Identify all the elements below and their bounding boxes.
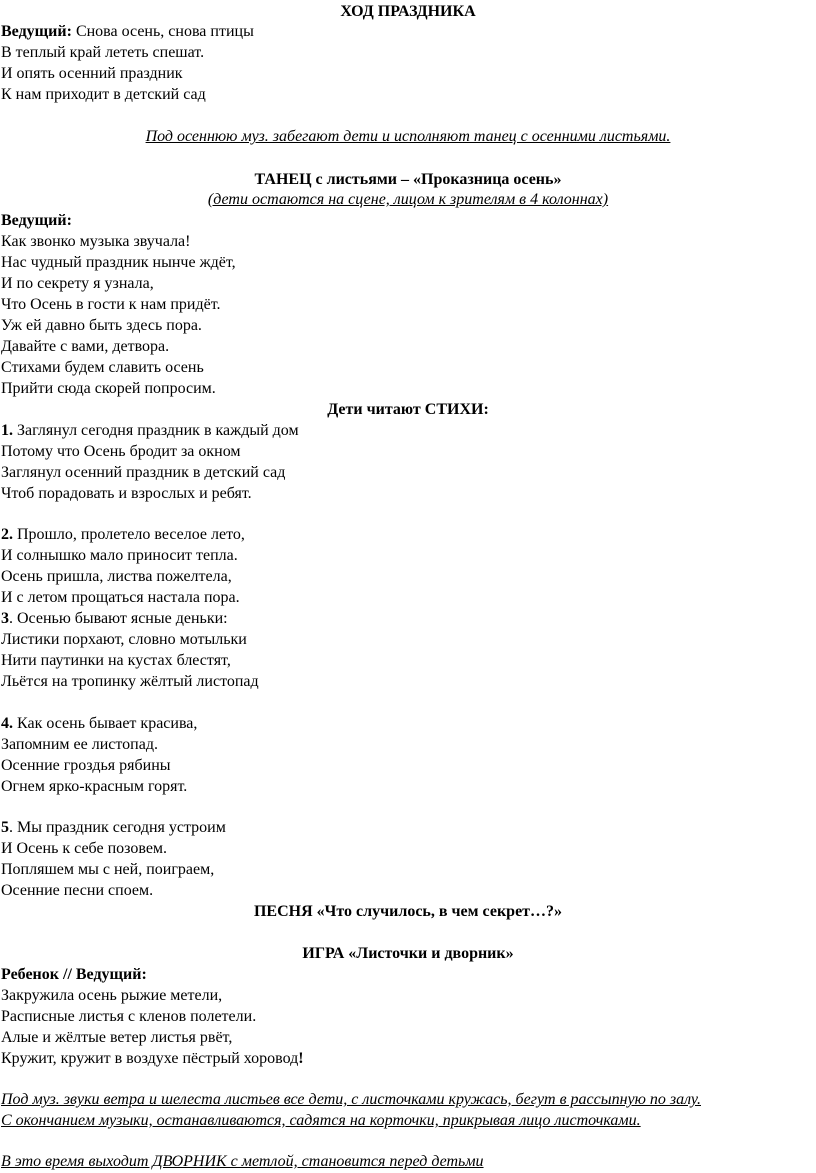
speaker-label: Ребенок // Ведущий: [1,966,147,983]
verse-line: Осень пришла, листва пожелтела, [1,568,232,585]
verse-line: Чтоб порадовать и взрослых и ребят. [1,485,252,502]
poem-number: 1. [1,422,13,439]
verse-line: Заглянул осенний праздник в детский сад [1,464,286,481]
verse-line: Закружила осень рыжие метели, [1,987,223,1004]
verse-line: Запомним ее листопад. [1,736,158,753]
child-poem-last-line [1,1049,304,1069]
verse-line: И по секрету я узнала, [1,275,154,292]
verse-line: Давайте с вами, детвора. [1,338,170,355]
verse-line: Уж ей давно быть здесь пора. [1,317,202,334]
verse-line: Нас чудный праздник нынче ждёт, [1,254,236,271]
verse-line: . Мы праздник сегодня устроим [9,819,226,836]
verse-line: Алые и жёлтые ветер листья рвёт, [1,1029,233,1046]
stage-direction: В это время выходит ДВОРНИК с метлой, становится перед детьми [1,1153,484,1170]
intro-first-line [1,22,254,42]
dance-title: ТАНЕЦ с листьями – «Проказница осень» [254,171,562,188]
verse-line: Как звонко музыка звучала! [1,233,191,250]
verse-line: Что Осень в гости к нам придёт. [1,296,221,313]
verse-line: Листики порхают, словно мотыльки [1,631,247,648]
verse-line: Осенние песни споем. [1,882,154,899]
verse-line: . Осенью бывают ясные деньки: [9,610,228,627]
poem-number: 5 [1,819,9,836]
speaker-label: Ведущий: [1,23,72,40]
page-title: ХОД ПРАЗДНИКА [340,3,476,20]
verse-line: Снова осень, снова птицы [71,23,254,40]
verse-line: И с летом прощаться настала пора. [1,589,240,606]
exclamation-mark: ! [298,1050,304,1067]
verse-line: Прийти сюда скорей попросим. [1,380,216,397]
poem-number: 3 [1,610,9,627]
stage-direction: Под осеннюю муз. забегают дети и исполняют танец с осенними листьями. [145,128,671,145]
stage-direction: Под муз. звуки ветра и шелеста листьев все дети, с листочками кружась, бегут в рассыпную по залу. [1,1091,701,1108]
poem-number: 4. [1,715,13,732]
poem-number: 2. [1,526,13,543]
verse-line: Как осень бывает красива, [13,715,198,732]
verse-line: И опять осенний праздник [1,65,183,82]
poem-2-first-line [1,525,245,545]
verse-line: Попляшем мы с ней, поиграем, [1,861,215,878]
verse-line: Прошло, пролетело веселое лето, [13,526,245,543]
verse-line: Кружит, кружит в воздухе пёстрый хоровод [1,1050,299,1067]
verse-line: Льётся на тропинку жёлтый листопад [1,673,259,690]
song-title: ПЕСНЯ «Что случилось, в чем секрет…?» [253,903,563,920]
speaker-label: Ведущий: [1,212,72,229]
poem-4-first-line [1,714,197,734]
verse-line: Потому что Осень бродит за окном [1,443,241,460]
poems-heading: Дети читают СТИХИ: [327,401,489,418]
verse-line: Заглянул сегодня праздник в каждый дом [13,422,299,439]
verse-line: К нам приходит в детский сад [1,86,206,103]
game-title: ИГРА «Листочки и дворник» [302,945,514,962]
verse-line: Расписные листья с кленов полетели. [1,1008,257,1025]
verse-line: В теплый край лететь спешат. [1,44,205,61]
verse-line: Осенние гроздья рябины [1,757,171,774]
verse-line: Огнем ярко-красным горят. [1,778,188,795]
dance-note: (дети остаются на сцене, лицом к зрителям в 4 колоннах) [207,191,609,208]
poem-5-first-line [1,818,226,838]
verse-line: И солнышко мало приносит тепла. [1,547,238,564]
verse-line: Стихами будем славить осень [1,359,204,376]
stage-direction: С окончанием музыки, останавливаются, садятся на корточки, прикрывая лицо листочками. [1,1112,641,1129]
poem-1-first-line [1,421,299,441]
poem-3-first-line [1,609,228,629]
verse-line: И Осень к себе позовем. [1,840,168,857]
verse-line: Нити паутинки на кустах блестят, [1,652,231,669]
